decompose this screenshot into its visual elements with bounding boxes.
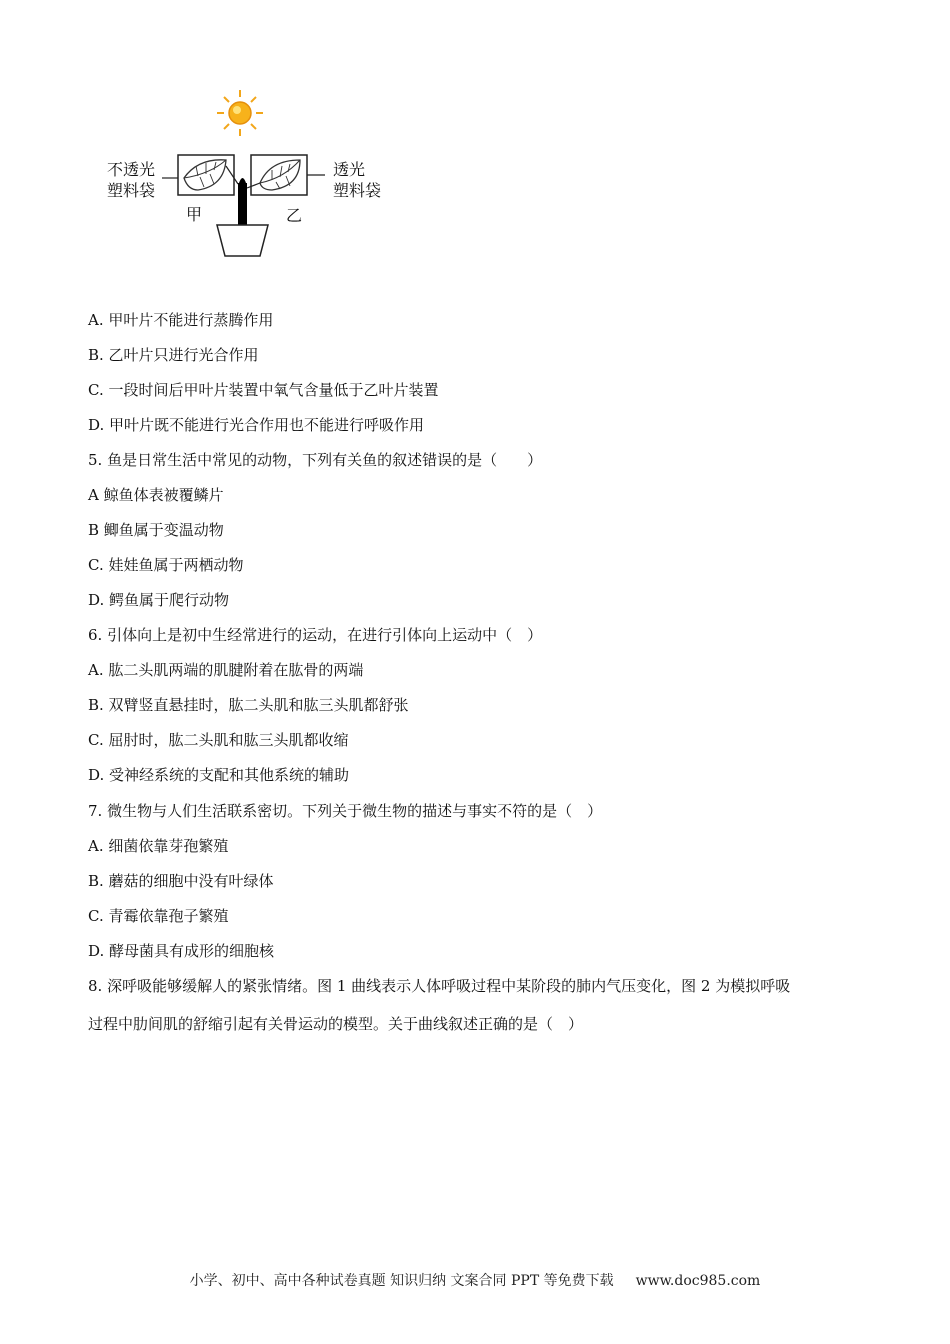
option-line: D. 酵母菌具有成形的细胞核 bbox=[88, 942, 275, 960]
option-line: C. 一段时间后甲叶片装置中氧气含量低于乙叶片装置 bbox=[88, 381, 439, 399]
option-line: B. 双臂竖直悬挂时，肱二头肌和肱三头肌都舒张 bbox=[88, 696, 409, 714]
question-8-continued: 过程中肋间肌的舒缩引起有关骨运动的模型。关于曲线叙述正确的是（ ） bbox=[88, 1015, 584, 1033]
opaque-bag bbox=[178, 155, 238, 195]
option-line: A. 肱二头肌两端的肌腱附着在肱骨的两端 bbox=[88, 661, 364, 679]
option-line: B 鲫鱼属于变温动物 bbox=[88, 521, 224, 539]
option-line: C. 娃娃鱼属于两栖动物 bbox=[88, 556, 244, 574]
page-footer bbox=[0, 1270, 950, 1290]
flower-pot bbox=[217, 225, 268, 256]
option-line: A 鲸鱼体表被覆鳞片 bbox=[88, 486, 224, 504]
plant-bag-diagram bbox=[100, 88, 400, 263]
stem bbox=[238, 183, 247, 225]
opaque-bag-label-line2: 塑料袋 bbox=[107, 181, 156, 200]
question-5: 5. 鱼是日常生活中常见的动物，下列有关鱼的叙述错误的是（ ） bbox=[88, 451, 543, 469]
transparent-bag-label-line2: 塑料袋 bbox=[333, 181, 382, 200]
transparent-bag-label-line1: 透光 bbox=[333, 160, 366, 179]
footer-text: 小学、初中、高中各种试卷真题 知识归纳 文案合同 PPT 等免费下载 bbox=[189, 1273, 614, 1289]
leaf-b-label: 乙 bbox=[286, 206, 303, 225]
option-line: B. 乙叶片只进行光合作用 bbox=[88, 346, 259, 364]
opaque-bag-label-line1: 不透光 bbox=[107, 160, 156, 179]
option-line: C. 青霉依靠孢子繁殖 bbox=[88, 907, 229, 925]
sun-icon bbox=[217, 90, 263, 136]
leaf-a-label: 甲 bbox=[186, 205, 203, 224]
question-8: 8. 深呼吸能够缓解人的紧张情绪。图 1 曲线表示人体呼吸过程中某阶段的肺内气压变化，图 2 为模拟呼吸 bbox=[88, 977, 791, 995]
option-line: D. 甲叶片既不能进行光合作用也不能进行呼吸作用 bbox=[88, 416, 425, 434]
option-line: B. 蘑菇的细胞中没有叶绿体 bbox=[88, 872, 274, 890]
question-6: 6. 引体向上是初中生经常进行的运动，在进行引体向上运动中（ ） bbox=[88, 626, 543, 644]
option-line: D. 受神经系统的支配和其他系统的辅助 bbox=[88, 766, 350, 784]
option-line: A. 细菌依靠芽孢繁殖 bbox=[88, 837, 229, 855]
option-line: C. 屈肘时，肱二头肌和肱三头肌都收缩 bbox=[88, 731, 349, 749]
question-7: 7. 微生物与人们生活联系密切。下列关于微生物的描述与事实不符的是（ ） bbox=[88, 802, 603, 820]
option-line: D. 鳄鱼属于爬行动物 bbox=[88, 591, 230, 609]
option-line: A. 甲叶片不能进行蒸腾作用 bbox=[88, 311, 274, 329]
footer-site-link[interactable]: www.doc985.com bbox=[635, 1273, 761, 1289]
transparent-bag bbox=[247, 155, 307, 195]
